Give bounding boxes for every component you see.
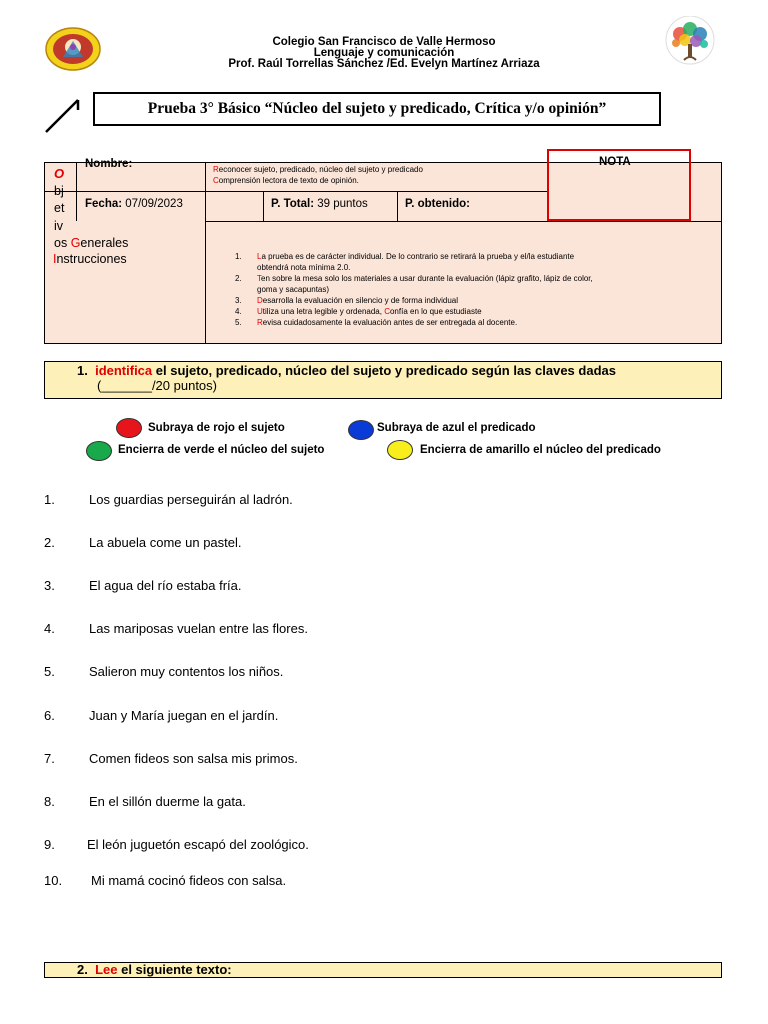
tree-logo <box>658 16 722 68</box>
sentence-number: 5. <box>44 664 55 679</box>
sentence-text: Comen fideos son salsa mis primos. <box>89 751 298 766</box>
section-2-header: 2. Lee el siguiente texto: <box>44 962 722 978</box>
sentence-text: La abuela come un pastel. <box>89 535 242 550</box>
nombre-label: Nombre: <box>85 158 133 170</box>
yellow-circle-icon <box>387 440 413 460</box>
objetivos-label: O bj et iv os Generales <box>54 166 129 251</box>
nota-label: NOTA <box>599 156 631 168</box>
sentence-text: En el sillón duerme la gata. <box>89 794 246 809</box>
total-points: P. Total: 39 puntos <box>271 198 368 210</box>
instructions-list: 1. La prueba es de carácter individual. De lo contrario se retirará la prueba y el/la estudiante obtendrá nota mínima 2.0. 2. Ten sobre la mesa solo los materiales a usar durante la evaluación (lápiz grafito, lápiz de color, goma y sacapuntas) 3. Desarrolla la evaluación en silencio y de forma individual 4. Utiliza una letra legible y ordenada, Confía en lo que estudiaste 5. Revisa cuidadosamente la evaluación antes de ser entregada al docente. <box>235 252 593 327</box>
legend-blue: Subraya de azul el predicado <box>377 422 536 434</box>
section-1-header: 1. identifica el sujeto, predicado, núcleo del sujeto y predicado según las claves dadas (_______/20 puntos) <box>44 361 722 399</box>
legend-red: Subraya de rojo el sujeto <box>148 422 285 434</box>
teachers-names: Prof. Raúl Torrellas Sánchez /Ed. Evelyn Martínez Arriaza <box>228 58 540 70</box>
fecha-field: Fecha: 07/09/2023 <box>85 198 183 210</box>
obtained-points-label: P. obtenido: <box>405 198 470 210</box>
sentence-text: Juan y María juegan en el jardín. <box>89 708 279 723</box>
sentence-number: 2. <box>44 535 55 550</box>
sentence-number: 10. <box>44 873 63 888</box>
sentence-text: Salieron muy contentos los niños. <box>89 664 284 679</box>
objectives-list: Reconocer sujeto, predicado, núcleo del sujeto y predicado Comprensión lectora de texto de opinión. <box>213 165 423 185</box>
sentence-number: 3. <box>44 578 55 593</box>
green-circle-icon <box>86 441 112 461</box>
legend-yellow: Encierra de amarillo el núcleo del predicado <box>420 444 661 456</box>
school-name: Colegio San Francisco de Valle Hermoso <box>272 36 496 48</box>
instructions-label: Instrucciones <box>53 252 127 266</box>
sentence-number: 7. <box>44 751 55 766</box>
sentence-number: 8. <box>44 794 55 809</box>
sentence-number: 1. <box>44 492 55 507</box>
sentence-text: Mi mamá cocinó fideos con salsa. <box>91 873 287 888</box>
test-title: Prueba 3° Básico “Núcleo del sujeto y predicado, Crítica y/o opinión” <box>93 92 661 126</box>
sentence-text: Los guardias perseguirán al ladrón. <box>89 492 293 507</box>
sentence-number: 6. <box>44 708 55 723</box>
sentence-text: Las mariposas vuelan entre las flores. <box>89 621 308 636</box>
sentence-number: 9. <box>44 837 55 852</box>
sentence-text: El león juguetón escapó del zoológico. <box>87 837 309 852</box>
subject-name: Lenguaje y comunicación <box>313 47 455 59</box>
legend-green: Encierra de verde el núcleo del sujeto <box>118 444 325 456</box>
school-crest-logo <box>45 27 101 71</box>
red-circle-icon <box>116 418 142 438</box>
sentence-text: El agua del río estaba fría. <box>89 578 242 593</box>
sentence-number: 4. <box>44 621 55 636</box>
blue-circle-icon <box>348 420 374 440</box>
slash-mark <box>44 98 84 134</box>
